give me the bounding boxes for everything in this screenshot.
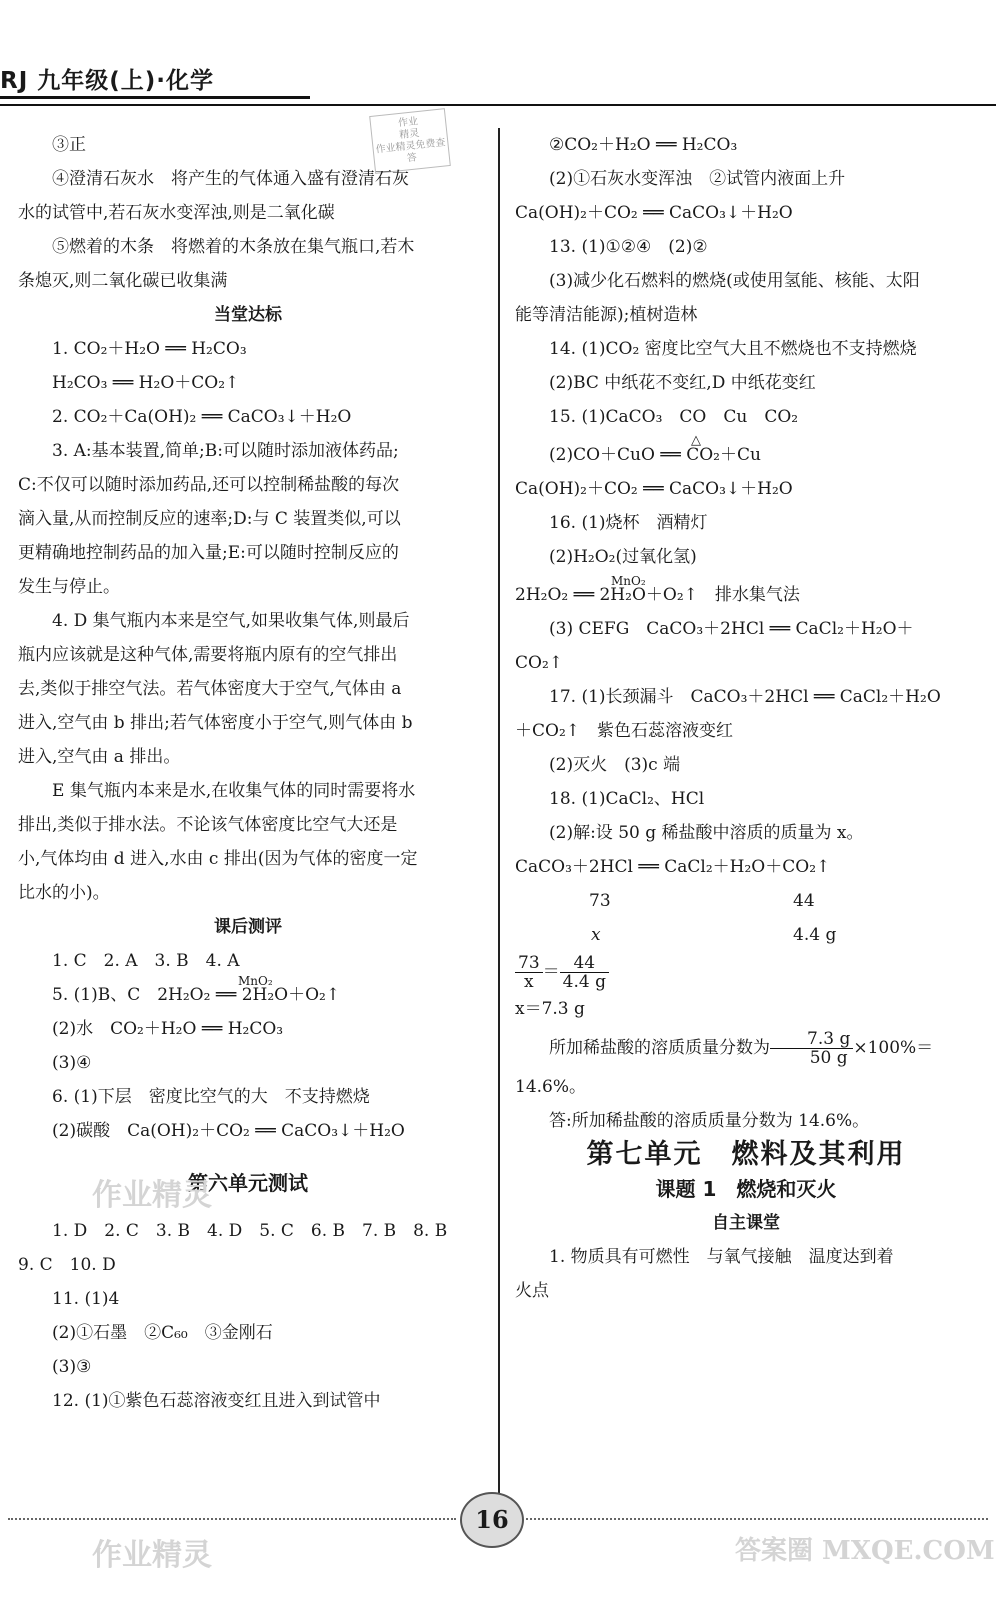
answer-line: 2. CO₂＋Ca(OH)₂ ══ CaCO₃↓＋H₂O xyxy=(52,407,352,427)
text-line: 能等清洁能源);植树造林 xyxy=(515,305,698,325)
left-column xyxy=(18,128,478,1418)
ratio-equation xyxy=(515,952,977,992)
answer-line xyxy=(18,974,478,1012)
fraction xyxy=(560,954,609,991)
answer-line: 15. (1)CaCO₃ CO Cu CO₂ xyxy=(549,407,799,427)
answer-line: 6. (1)下层 密度比空气的大 不支持燃烧 xyxy=(52,1087,370,1107)
page-number: 16 xyxy=(460,1492,524,1548)
answer-line: CO₂↑ xyxy=(515,653,564,673)
text-line: 水的试管中,若石灰水变浑浊,则是二氧化碳 xyxy=(18,203,335,223)
answer-line: (2)解:设 50 g 稀盐酸中溶质的质量为 x。 xyxy=(549,823,864,843)
catalyst-label: MnO₂ xyxy=(611,574,646,588)
text-line: 小,气体均由 d 进入,水由 c 排出(因为气体的密度一定 xyxy=(18,849,418,869)
answer-text: 5. (1)B、C 2H₂O₂ ══ 2H₂O＋O₂↑ xyxy=(52,985,341,1005)
stamp-line: 作业精灵免费查答 xyxy=(375,137,446,165)
answer-line: 16. (1)烧杯 酒精灯 xyxy=(549,513,708,533)
calc-row xyxy=(515,918,977,952)
answer-line: 18. (1)CaCl₂、HCl xyxy=(549,789,705,809)
answer-line: 1. CO₂＋H₂O ══ H₂CO₃ xyxy=(52,339,247,359)
answer-line: (2)①石灰水变浑浊 ②试管内液面上升 xyxy=(549,169,846,189)
answer-line: Ca(OH)₂＋CO₂ ══ CaCO₃↓＋H₂O xyxy=(515,479,793,499)
unit-title: 第七单元 燃料及其利用 xyxy=(586,1139,906,1170)
text-line: ⑤燃着的木条 将燃着的木条放在集气瓶口,若木 xyxy=(52,237,415,257)
page-header: RJ 九年级(上)·化学 xyxy=(0,68,215,94)
right-column xyxy=(515,128,977,1308)
fraction xyxy=(515,954,543,991)
answer-line: (3)④ xyxy=(52,1053,92,1073)
text-line: 瓶内应该就是这种气体,需要将瓶内原有的空气排出 xyxy=(18,645,398,665)
lesson-title: 课题 1 燃烧和灭火 xyxy=(655,1177,837,1201)
numerator: 44 xyxy=(560,954,609,973)
answer-line: (3)减少化石燃料的燃烧(或使用氢能、核能、太阳 xyxy=(549,271,920,291)
text-line: E 集气瓶内本来是水,在收集气体的同时需要将水 xyxy=(52,781,416,801)
answer-line: 1. D 2. C 3. B 4. D 5. C 6. B 7. B 8. B xyxy=(52,1221,448,1241)
text-line: C:不仅可以随时添加药品,还可以控制稀盐酸的每次 xyxy=(18,475,400,495)
answer-line: 答:所加稀盐酸的溶质质量分数为 14.6%。 xyxy=(549,1111,870,1131)
answer-line: 1. C 2. A 3. B 4. A xyxy=(52,951,240,971)
answer-line: ＋CO₂↑ 紫色石蕊溶液变红 xyxy=(515,721,734,741)
answer-line: 17. (1)长颈漏斗 CaCO₃＋2HCl ══ CaCl₂＋H₂O xyxy=(549,687,941,707)
answer-line: ②CO₂＋H₂O ══ H₂CO₃ xyxy=(549,135,738,155)
answer-line: 14.6%。 xyxy=(515,1077,587,1097)
text-line: 进入,空气由 a 排出。 xyxy=(18,747,181,767)
watermark-text: 作业精灵 xyxy=(92,1178,212,1213)
footer-dotted-line xyxy=(526,1518,988,1520)
column-divider xyxy=(498,128,500,1498)
answer-line: 4. D 集气瓶内本来是空气,如果收集气体,则最后 xyxy=(52,611,410,631)
answer-line: 14. (1)CO₂ 密度比空气大且不燃烧也不支持燃烧 xyxy=(549,339,917,359)
text-line: 发生与停止。 xyxy=(18,577,120,597)
answer-text: ×100%＝ xyxy=(853,1038,934,1058)
answer-line: 9. C 10. D xyxy=(18,1255,116,1275)
text-line: 火点 xyxy=(515,1281,549,1301)
fraction xyxy=(770,1030,853,1067)
answer-line: 1. 物质具有可燃性 与氧气接触 温度达到着 xyxy=(549,1247,894,1267)
answer-line: Ca(OH)₂＋CO₂ ══ CaCO₃↓＋H₂O xyxy=(515,203,793,223)
numerator: 73 xyxy=(515,954,543,973)
calc-value: 44 xyxy=(793,891,815,911)
answer-line xyxy=(515,1026,977,1070)
answer-line: CaCO₃＋2HCl ══ CaCl₂＋H₂O＋CO₂↑ xyxy=(515,857,831,877)
heat-symbol: △ xyxy=(691,433,701,448)
answer-line xyxy=(515,433,977,472)
answer-line: 3. A:基本装置,简单;B:可以随时添加液体药品; xyxy=(52,441,399,461)
text-line: 比水的小)。 xyxy=(18,883,110,903)
calc-value: x xyxy=(591,925,601,945)
answer-line: (3) CEFG CaCO₃＋2HCl ══ CaCl₂＋H₂O＋ xyxy=(549,619,914,639)
answer-line: 11. (1)4 xyxy=(52,1289,120,1309)
answer-line: (3)③ xyxy=(52,1357,92,1377)
text-line: ④澄清石灰水 将产生的气体通入盛有澄清石灰 xyxy=(52,169,409,189)
calc-row xyxy=(515,884,977,918)
text-line: 去,类似于排空气法。若气体密度大于空气,气体由 a xyxy=(18,679,402,699)
answer-line: (2)H₂O₂(过氧化氢) xyxy=(549,547,697,567)
stamp-line: 精灵 xyxy=(398,128,420,142)
text-line: 滴入量,从而控制反应的速率;D:与 C 装置类似,可以 xyxy=(18,509,401,529)
equals-sign: ＝ xyxy=(542,962,560,982)
answer-line: 12. (1)①紫色石蕊溶液变红且进入到试管中 xyxy=(52,1391,381,1411)
section-title: 课后测评 xyxy=(214,917,282,937)
calc-value: 4.4 g xyxy=(793,925,837,945)
footer-dotted-line xyxy=(8,1518,456,1520)
text-line: 排出,类似于排水法。不论该气体密度比空气大还是 xyxy=(18,815,398,835)
answer-text: 所加稀盐酸的溶质质量分数为 xyxy=(549,1038,770,1058)
answer-line: x＝7.3 g xyxy=(515,999,585,1019)
answer-text: 2H₂O₂ ══ 2H₂O＋O₂↑ 排水集气法 xyxy=(515,585,800,605)
answer-line: (2)灭火 (3)c 端 xyxy=(549,755,681,775)
answer-line: (2)碳酸 Ca(OH)₂＋CO₂ ══ CaCO₃↓＋H₂O xyxy=(52,1121,405,1141)
header-rule-short xyxy=(0,96,310,99)
text-line: 进入,空气由 b 排出;若气体密度小于空气,则气体由 b xyxy=(18,713,413,733)
section-title: 自主课堂 xyxy=(712,1213,780,1233)
denominator: 50 g xyxy=(809,1048,848,1068)
text-line: 条熄灭,则二氧化碳已收集满 xyxy=(18,271,228,291)
answer-line: (2)水 CO₂＋H₂O ══ H₂CO₃ xyxy=(52,1019,284,1039)
denominator: 4.4 g xyxy=(562,972,606,992)
numerator: 7.3 g xyxy=(770,1030,853,1049)
answer-line: (2)BC 中纸花不变红,D 中纸花变红 xyxy=(549,373,816,393)
text-line: 更精确地控制药品的加入量;E:可以随时控制反应的 xyxy=(18,543,399,563)
catalyst-label: MnO₂ xyxy=(238,974,273,988)
answer-line: (2)①石墨 ②C₆₀ ③金刚石 xyxy=(52,1323,273,1343)
answer-line: 13. (1)①②④ (2)② xyxy=(549,237,708,257)
denominator: x xyxy=(524,972,534,992)
watermark-logo: 答案圈 MXQE.COM xyxy=(735,1536,995,1566)
answer-text: (2)CO＋CuO ══ CO₂＋Cu xyxy=(549,445,761,465)
section-title: 当堂达标 xyxy=(214,305,282,325)
answer-line xyxy=(515,574,977,612)
text-line: ③正 xyxy=(52,135,86,155)
answer-line: H₂CO₃ ══ H₂O＋CO₂↑ xyxy=(52,373,240,393)
stamp-line: 作业 xyxy=(397,116,419,130)
header-rule xyxy=(0,104,996,106)
section-title: 第六单元测试 xyxy=(188,1171,308,1195)
watermark-text: 作业精灵 xyxy=(92,1538,212,1573)
calc-value: 73 xyxy=(589,891,611,911)
